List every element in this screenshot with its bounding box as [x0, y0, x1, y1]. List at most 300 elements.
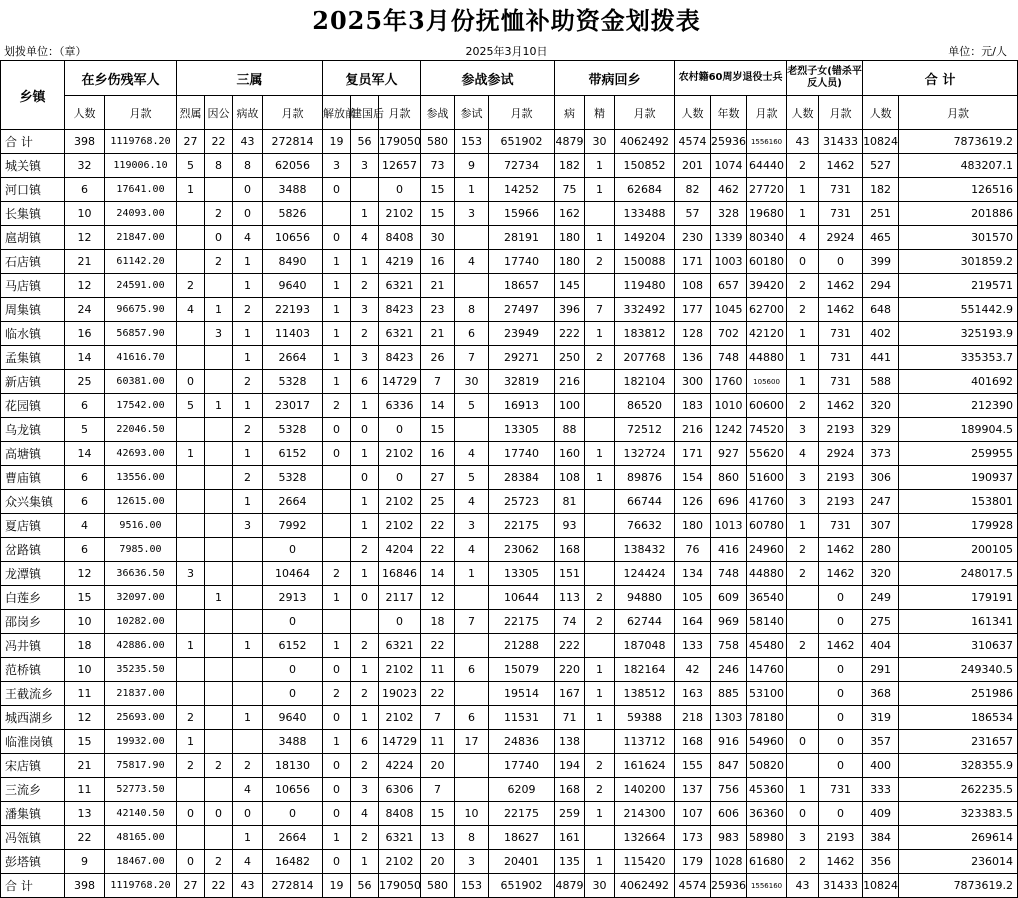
table-cell: 325193.9 [899, 322, 1018, 346]
table-cell: 1 [323, 586, 351, 610]
table-cell: 6 [351, 370, 379, 394]
table-cell: 1339 [711, 226, 747, 250]
table-cell: 4 [351, 226, 379, 250]
table-row [1, 778, 1018, 802]
table-cell: 171 [675, 250, 711, 274]
table-cell: 60381.00 [105, 370, 177, 394]
table-cell [177, 682, 205, 706]
table-cell: 1 [205, 298, 233, 322]
table-cell: 76 [675, 538, 711, 562]
table-cell: 4062492 [615, 874, 675, 898]
table-cell: 126 [675, 490, 711, 514]
table-cell: 21 [421, 322, 455, 346]
table-cell: 15 [421, 202, 455, 226]
table-cell: 126516 [899, 178, 1018, 202]
table-cell: 2 [177, 274, 205, 298]
table-cell: 62700 [747, 298, 787, 322]
table-cell: 409 [863, 802, 899, 826]
table-cell [205, 778, 233, 802]
table-cell [455, 226, 489, 250]
table-cell: 404 [863, 634, 899, 658]
table-cell [787, 610, 819, 634]
table-cell: 32097.00 [105, 586, 177, 610]
table-cell: 3488 [263, 178, 323, 202]
table-cell: 10656 [263, 778, 323, 802]
table-cell: 36540 [747, 586, 787, 610]
table-cell: 61680 [747, 850, 787, 874]
table-cell: 1462 [819, 394, 863, 418]
table-cell: 1 [351, 850, 379, 874]
table-cell: 6321 [379, 322, 421, 346]
table-cell: 8 [455, 826, 489, 850]
table-cell: 1 [233, 634, 263, 658]
table-cell: 2 [351, 538, 379, 562]
table-cell: 2 [787, 274, 819, 298]
table-cell: 93 [555, 514, 585, 538]
table-cell: 154 [675, 466, 711, 490]
table-cell: 14 [65, 346, 105, 370]
table-cell: 2193 [819, 466, 863, 490]
table-row [1, 802, 1018, 826]
table-cell: 149204 [615, 226, 675, 250]
table-cell: 731 [819, 178, 863, 202]
town-name-cell: 曹庙镇 [1, 466, 65, 490]
table-cell: 6306 [379, 778, 421, 802]
table-cell [177, 346, 205, 370]
table-cell: 9516.00 [105, 514, 177, 538]
table-cell: 145 [555, 274, 585, 298]
table-row [1, 826, 1018, 850]
table-cell: 230 [675, 226, 711, 250]
table-cell: 15 [65, 586, 105, 610]
table-cell: 2 [351, 682, 379, 706]
table-cell: 22046.50 [105, 418, 177, 442]
table-cell: 1 [323, 250, 351, 274]
table-cell [233, 610, 263, 634]
table-cell: 4 [233, 778, 263, 802]
table-cell: 163 [675, 682, 711, 706]
table-cell: 2664 [263, 346, 323, 370]
table-cell: 88 [555, 418, 585, 442]
table-cell [323, 610, 351, 634]
table-cell: 22 [421, 538, 455, 562]
table-cell: 200105 [899, 538, 1018, 562]
table-cell: 32819 [489, 370, 555, 394]
table-cell: 14252 [489, 178, 555, 202]
table-cell: 1462 [819, 298, 863, 322]
table-cell: 86520 [615, 394, 675, 418]
table-cell: 43 [787, 874, 819, 898]
table-cell: 6 [65, 178, 105, 202]
table-cell: 14729 [379, 730, 421, 754]
table-cell: 4574 [675, 874, 711, 898]
table-cell: 41616.70 [105, 346, 177, 370]
group-header-three-dependents: 三属 [177, 61, 323, 96]
table-cell: 1 [585, 178, 615, 202]
table-cell: 983 [711, 826, 747, 850]
table-cell: 251 [863, 202, 899, 226]
table-cell: 441 [863, 346, 899, 370]
table-cell: 2924 [819, 442, 863, 466]
table-cell: 4 [65, 514, 105, 538]
table-cell: 11 [421, 658, 455, 682]
table-cell: 183812 [615, 322, 675, 346]
table-cell: 1462 [819, 538, 863, 562]
table-cell: 17740 [489, 442, 555, 466]
table-cell: 1 [585, 802, 615, 826]
table-cell: 7 [421, 706, 455, 730]
subheader-cell: 人数 [863, 96, 899, 130]
table-cell: 29271 [489, 346, 555, 370]
table-cell: 168 [555, 538, 585, 562]
table-cell [455, 418, 489, 442]
table-cell: 0 [819, 610, 863, 634]
table-cell: 13 [421, 826, 455, 850]
table-cell: 11 [65, 778, 105, 802]
table-cell: 0 [323, 442, 351, 466]
table-cell: 76632 [615, 514, 675, 538]
table-cell: 19514 [489, 682, 555, 706]
table-cell: 160 [555, 442, 585, 466]
table-cell: 1 [323, 730, 351, 754]
table-row [1, 730, 1018, 754]
table-cell: 4 [351, 802, 379, 826]
table-cell [455, 778, 489, 802]
table-cell: 2 [351, 826, 379, 850]
table-cell: 62744 [615, 610, 675, 634]
table-row [1, 610, 1018, 634]
table-cell [205, 466, 233, 490]
table-cell: 847 [711, 754, 747, 778]
table-cell: 30 [421, 226, 455, 250]
table-cell: 1010 [711, 394, 747, 418]
table-cell: 12 [65, 706, 105, 730]
town-name-cell: 长集镇 [1, 202, 65, 226]
table-cell: 1 [351, 442, 379, 466]
table-cell: 15 [421, 802, 455, 826]
table-cell: 294 [863, 274, 899, 298]
table-cell: 42 [675, 658, 711, 682]
table-cell: 2 [233, 466, 263, 490]
table-cell: 5 [177, 154, 205, 178]
table-cell: 606 [711, 802, 747, 826]
table-cell: 1242 [711, 418, 747, 442]
table-cell [787, 682, 819, 706]
total-label-cell: 合 计 [1, 130, 65, 154]
table-cell: 182164 [615, 658, 675, 682]
table-cell: 82 [675, 178, 711, 202]
table-cell: 4 [233, 226, 263, 250]
table-cell: 7985.00 [105, 538, 177, 562]
table-row [1, 466, 1018, 490]
table-cell: 27720 [747, 178, 787, 202]
table-cell: 1 [351, 394, 379, 418]
table-cell: 7 [455, 346, 489, 370]
table-cell: 9640 [263, 274, 323, 298]
table-cell: 758 [711, 634, 747, 658]
table-cell: 42140.50 [105, 802, 177, 826]
table-cell: 4204 [379, 538, 421, 562]
table-cell: 1 [205, 394, 233, 418]
table-cell: 1 [177, 634, 205, 658]
table-cell: 5328 [263, 370, 323, 394]
table-cell: 651902 [489, 130, 555, 154]
table-cell [177, 490, 205, 514]
table-cell: 24 [65, 298, 105, 322]
table-cell: 1 [787, 178, 819, 202]
table-cell: 179050 [379, 130, 421, 154]
table-cell: 2 [787, 634, 819, 658]
table-cell: 2 [585, 346, 615, 370]
town-name-cell: 孟集镇 [1, 346, 65, 370]
table-cell [351, 610, 379, 634]
table-cell: 6 [351, 730, 379, 754]
table-row [1, 514, 1018, 538]
table-row [1, 682, 1018, 706]
table-row [1, 370, 1018, 394]
town-name-cell: 临淮岗镇 [1, 730, 65, 754]
table-cell: 10464 [263, 562, 323, 586]
table-cell: 2 [205, 202, 233, 226]
table-cell: 4574 [675, 130, 711, 154]
table-cell [585, 826, 615, 850]
table-cell: 6 [65, 490, 105, 514]
table-cell: 72512 [615, 418, 675, 442]
table-cell: 10824 [863, 874, 899, 898]
subheader-cell: 人数 [675, 96, 711, 130]
table-cell: 89876 [615, 466, 675, 490]
table-cell: 6321 [379, 826, 421, 850]
table-cell: 22 [421, 514, 455, 538]
table-cell [177, 202, 205, 226]
table-cell: 81 [555, 490, 585, 514]
table-cell: 1 [233, 826, 263, 850]
subheader-cell: 人数 [787, 96, 819, 130]
table-cell [205, 634, 233, 658]
table-cell: 62056 [263, 154, 323, 178]
table-cell [585, 370, 615, 394]
subheader-cell: 解放前 [323, 96, 351, 130]
table-cell: 5 [65, 418, 105, 442]
table-cell: 1 [323, 346, 351, 370]
table-cell [205, 610, 233, 634]
table-row [1, 754, 1018, 778]
table-cell: 401692 [899, 370, 1018, 394]
table-cell: 138432 [615, 538, 675, 562]
table-cell: 60180 [747, 250, 787, 274]
table-cell: 2 [787, 394, 819, 418]
table-cell: 30 [455, 370, 489, 394]
table-cell: 10656 [263, 226, 323, 250]
table-cell: 6336 [379, 394, 421, 418]
table-cell: 651902 [489, 874, 555, 898]
table-cell: 161624 [615, 754, 675, 778]
table-cell: 1 [233, 346, 263, 370]
table-cell: 16 [421, 250, 455, 274]
table-cell: 328355.9 [899, 754, 1018, 778]
table-cell: 19 [323, 130, 351, 154]
table-cell: 1462 [819, 154, 863, 178]
table-cell: 1462 [819, 850, 863, 874]
table-cell: 4 [455, 490, 489, 514]
table-cell: 272814 [263, 874, 323, 898]
table-cell: 310637 [899, 634, 1018, 658]
table-cell: 179 [675, 850, 711, 874]
table-cell [323, 538, 351, 562]
table-cell [205, 514, 233, 538]
table-cell: 22 [421, 634, 455, 658]
table-cell: 4224 [379, 754, 421, 778]
table-cell: 10282.00 [105, 610, 177, 634]
table-cell: 399 [863, 250, 899, 274]
subheader-cell: 参战 [421, 96, 455, 130]
table-cell: 16482 [263, 850, 323, 874]
table-cell: 1 [205, 586, 233, 610]
table-cell: 24836 [489, 730, 555, 754]
table-cell: 4 [233, 850, 263, 874]
table-cell: 58140 [747, 610, 787, 634]
table-cell [233, 682, 263, 706]
table-cell: 10824 [863, 130, 899, 154]
table-cell: 5 [455, 466, 489, 490]
table-cell: 2117 [379, 586, 421, 610]
table-cell: 177 [675, 298, 711, 322]
table-cell: 0 [351, 418, 379, 442]
table-cell: 2 [323, 394, 351, 418]
table-cell: 8423 [379, 298, 421, 322]
table-cell: 1 [455, 178, 489, 202]
table-cell: 2 [787, 154, 819, 178]
table-cell: 1 [323, 298, 351, 322]
table-cell: 22 [421, 682, 455, 706]
table-cell: 1119768.20 [105, 130, 177, 154]
table-cell: 1 [585, 226, 615, 250]
table-cell: 259955 [899, 442, 1018, 466]
table-cell: 43 [233, 130, 263, 154]
table-cell: 2 [585, 778, 615, 802]
group-header-martyr-children: 老烈子女(错杀平反人员) [787, 61, 863, 96]
group-header-ill-returned: 带病回乡 [555, 61, 675, 96]
table-cell: 18 [421, 610, 455, 634]
subheader-cell: 月款 [379, 96, 421, 130]
table-cell: 384 [863, 826, 899, 850]
table-cell: 1028 [711, 850, 747, 874]
table-cell [233, 586, 263, 610]
table-cell: 20401 [489, 850, 555, 874]
town-name-cell: 周集镇 [1, 298, 65, 322]
table-row [1, 274, 1018, 298]
table-cell: 272814 [263, 130, 323, 154]
table-cell [455, 754, 489, 778]
table-cell: 16913 [489, 394, 555, 418]
table-cell: 398 [65, 130, 105, 154]
table-cell: 164 [675, 610, 711, 634]
table-cell: 2924 [819, 226, 863, 250]
table-cell: 1 [233, 706, 263, 730]
table-cell: 1 [787, 202, 819, 226]
table-cell: 80340 [747, 226, 787, 250]
subheader-cell: 月款 [819, 96, 863, 130]
total-label-cell: 合 计 [1, 874, 65, 898]
table-cell: 357 [863, 730, 899, 754]
table-cell: 12615.00 [105, 490, 177, 514]
table-cell: 138512 [615, 682, 675, 706]
table-cell: 31433 [819, 874, 863, 898]
table-cell [205, 418, 233, 442]
table-cell: 2193 [819, 826, 863, 850]
table-cell: 1303 [711, 706, 747, 730]
table-row [1, 634, 1018, 658]
table-cell [205, 562, 233, 586]
table-cell: 1 [351, 562, 379, 586]
table-cell [205, 538, 233, 562]
table-cell: 183 [675, 394, 711, 418]
table-cell: 138 [555, 730, 585, 754]
table-cell: 35235.50 [105, 658, 177, 682]
table-cell: 2102 [379, 202, 421, 226]
table-cell: 48165.00 [105, 826, 177, 850]
table-cell: 0 [177, 802, 205, 826]
table-cell: 186534 [899, 706, 1018, 730]
table-cell [455, 682, 489, 706]
table-cell: 3 [351, 346, 379, 370]
table-cell: 2 [233, 418, 263, 442]
table-cell: 356 [863, 850, 899, 874]
table-cell: 22175 [489, 514, 555, 538]
table-cell: 731 [819, 778, 863, 802]
table-row [1, 226, 1018, 250]
table-cell: 26 [421, 346, 455, 370]
table-cell: 44880 [747, 562, 787, 586]
table-cell: 53100 [747, 682, 787, 706]
table-cell: 30 [585, 874, 615, 898]
table-cell [205, 706, 233, 730]
table-cell: 249 [863, 586, 899, 610]
table-cell: 36360 [747, 802, 787, 826]
table-cell: 12657 [379, 154, 421, 178]
table-cell: 7 [421, 370, 455, 394]
table-cell: 55620 [747, 442, 787, 466]
table-cell: 21 [421, 274, 455, 298]
table-cell: 1 [323, 826, 351, 850]
table-cell: 307 [863, 514, 899, 538]
table-cell: 609 [711, 586, 747, 610]
table-row [1, 706, 1018, 730]
table-cell: 219571 [899, 274, 1018, 298]
table-cell: 151 [555, 562, 585, 586]
table-cell: 4 [787, 442, 819, 466]
town-name-cell: 岔路镇 [1, 538, 65, 562]
table-cell: 2664 [263, 826, 323, 850]
table-cell: 0 [323, 226, 351, 250]
table-cell: 2 [585, 754, 615, 778]
table-cell: 19 [323, 874, 351, 898]
table-cell: 179050 [379, 874, 421, 898]
town-name-cell: 城西湖乡 [1, 706, 65, 730]
table-cell: 3 [205, 322, 233, 346]
table-cell: 1 [585, 154, 615, 178]
table-cell: 27497 [489, 298, 555, 322]
table-cell: 231657 [899, 730, 1018, 754]
table-cell: 222 [555, 322, 585, 346]
table-cell: 332492 [615, 298, 675, 322]
table-cell: 7992 [263, 514, 323, 538]
table-row [1, 154, 1018, 178]
table-cell: 15 [421, 178, 455, 202]
table-cell: 6 [65, 394, 105, 418]
table-cell: 16 [65, 322, 105, 346]
table-cell: 2 [177, 706, 205, 730]
